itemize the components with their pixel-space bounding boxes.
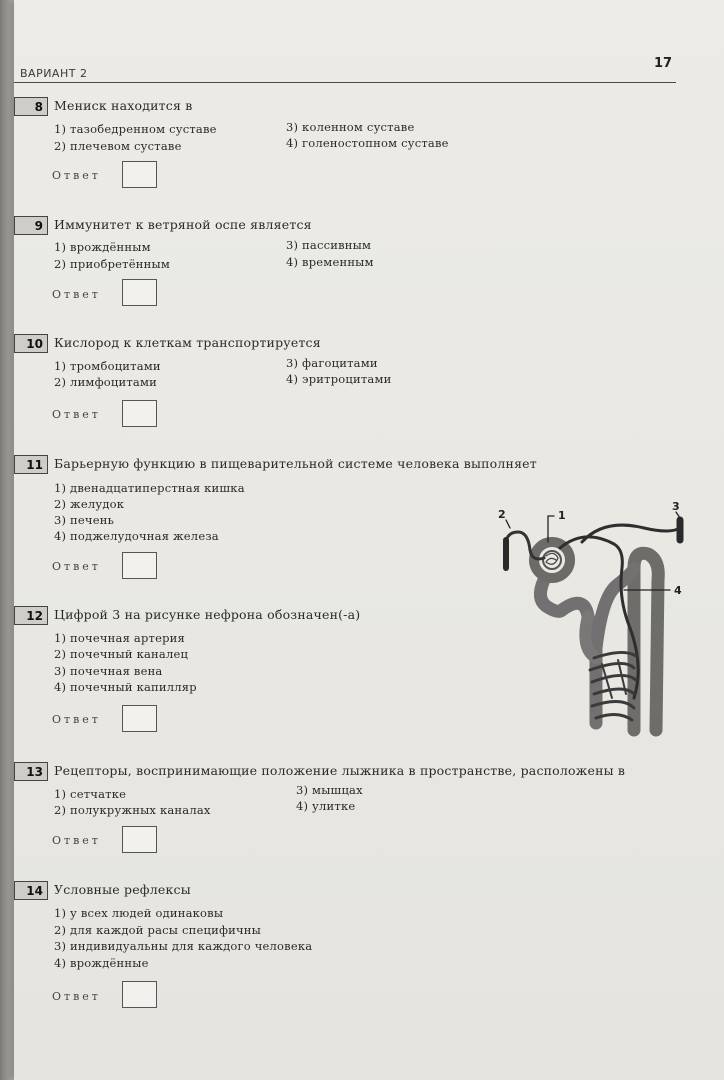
proximal-tubule <box>540 580 562 611</box>
book-spine-shadow <box>0 0 14 1080</box>
task-question: Кислород к клеткам транспортируется <box>54 335 321 350</box>
task-number: 13 <box>14 762 48 781</box>
figure-label-4: 4 <box>674 584 682 597</box>
capillary-knot <box>546 553 558 564</box>
option-2: 2) приобретённым <box>54 257 170 271</box>
vein-branch <box>582 525 680 542</box>
option-2: 2) для каждой расы специфичны <box>54 923 262 937</box>
option-3: 3) коленном суставе <box>286 120 415 134</box>
option-4: 4) временным <box>286 255 374 269</box>
task-question: Рецепторы, воспринимающие положение лыжника в пространстве, расположены в <box>54 763 626 778</box>
answer-label: Ответ <box>52 169 101 182</box>
task-question: Мениск находится в <box>54 98 193 113</box>
task-number: 8 <box>14 97 48 116</box>
nephron-figure <box>484 498 694 738</box>
answer-label: Ответ <box>52 990 101 1003</box>
task-question: Иммунитет к ветряной оспе является <box>54 217 312 232</box>
leader-2 <box>506 520 510 528</box>
task-question: Цифрой 3 на рисунке нефрона обозначен(-а) <box>54 607 361 622</box>
option-3: 3) печень <box>54 513 115 527</box>
answer-box[interactable] <box>122 826 157 853</box>
variant-header: ВАРИАНТ 2 <box>20 67 88 80</box>
answer-label: Ответ <box>52 713 101 726</box>
answer-box[interactable] <box>122 400 157 427</box>
answer-box[interactable] <box>122 552 157 579</box>
answer-label: Ответ <box>52 288 101 301</box>
option-1: 1) сетчатке <box>54 787 127 801</box>
option-1: 1) врождённым <box>54 240 151 254</box>
task-question: Условные рефлексы <box>54 882 191 897</box>
option-4: 4) голеностопном суставе <box>286 136 449 150</box>
option-2: 2) полукружных каналах <box>54 803 211 817</box>
option-2: 2) почечный каналец <box>54 647 189 661</box>
option-3: 3) фагоцитами <box>286 356 378 370</box>
option-3: 3) мышцах <box>296 783 363 797</box>
option-1: 1) двенадцатиперстная кишка <box>54 481 245 495</box>
option-3: 3) пассивным <box>286 238 372 252</box>
header-divider <box>14 82 676 83</box>
figure-label-2: 2 <box>498 508 506 521</box>
option-1: 1) почечная артерия <box>54 631 185 645</box>
figure-label-1: 1 <box>558 509 566 522</box>
answer-box[interactable] <box>122 981 157 1008</box>
task-question: Барьерную функцию в пищеварительной системе человека выполняет <box>54 456 537 471</box>
renal-tubule <box>562 568 634 723</box>
answer-box[interactable] <box>122 161 157 188</box>
task-number: 9 <box>14 216 48 235</box>
task-number: 10 <box>14 334 48 353</box>
task-number: 14 <box>14 881 48 900</box>
option-4: 4) эритроцитами <box>286 372 392 386</box>
answer-box[interactable] <box>122 705 157 732</box>
answer-label: Ответ <box>52 560 101 573</box>
option-4: 4) врождённые <box>54 956 149 970</box>
task-number: 12 <box>14 606 48 625</box>
option-3: 3) индивидуальны для каждого человека <box>54 939 313 953</box>
workbook-page <box>14 0 724 1080</box>
option-2: 2) желудок <box>54 497 125 511</box>
answer-label: Ответ <box>52 834 101 847</box>
option-2: 2) плечевом суставе <box>54 139 182 153</box>
option-3: 3) почечная вена <box>54 664 163 678</box>
option-2: 2) лимфоцитами <box>54 375 157 389</box>
answer-box[interactable] <box>122 279 157 306</box>
answer-label: Ответ <box>52 408 101 421</box>
option-4: 4) почечный капилляр <box>54 680 197 694</box>
option-1: 1) тазобедренном суставе <box>54 122 217 136</box>
option-4: 4) поджелудочная железа <box>54 529 219 543</box>
collecting-duct <box>634 553 658 730</box>
option-1: 1) у всех людей одинаковы <box>54 906 224 920</box>
task-number: 11 <box>14 455 48 474</box>
option-4: 4) улитке <box>296 799 356 813</box>
page-number: 17 <box>654 56 673 71</box>
option-1: 1) тромбоцитами <box>54 359 161 373</box>
figure-label-3: 3 <box>672 500 680 513</box>
